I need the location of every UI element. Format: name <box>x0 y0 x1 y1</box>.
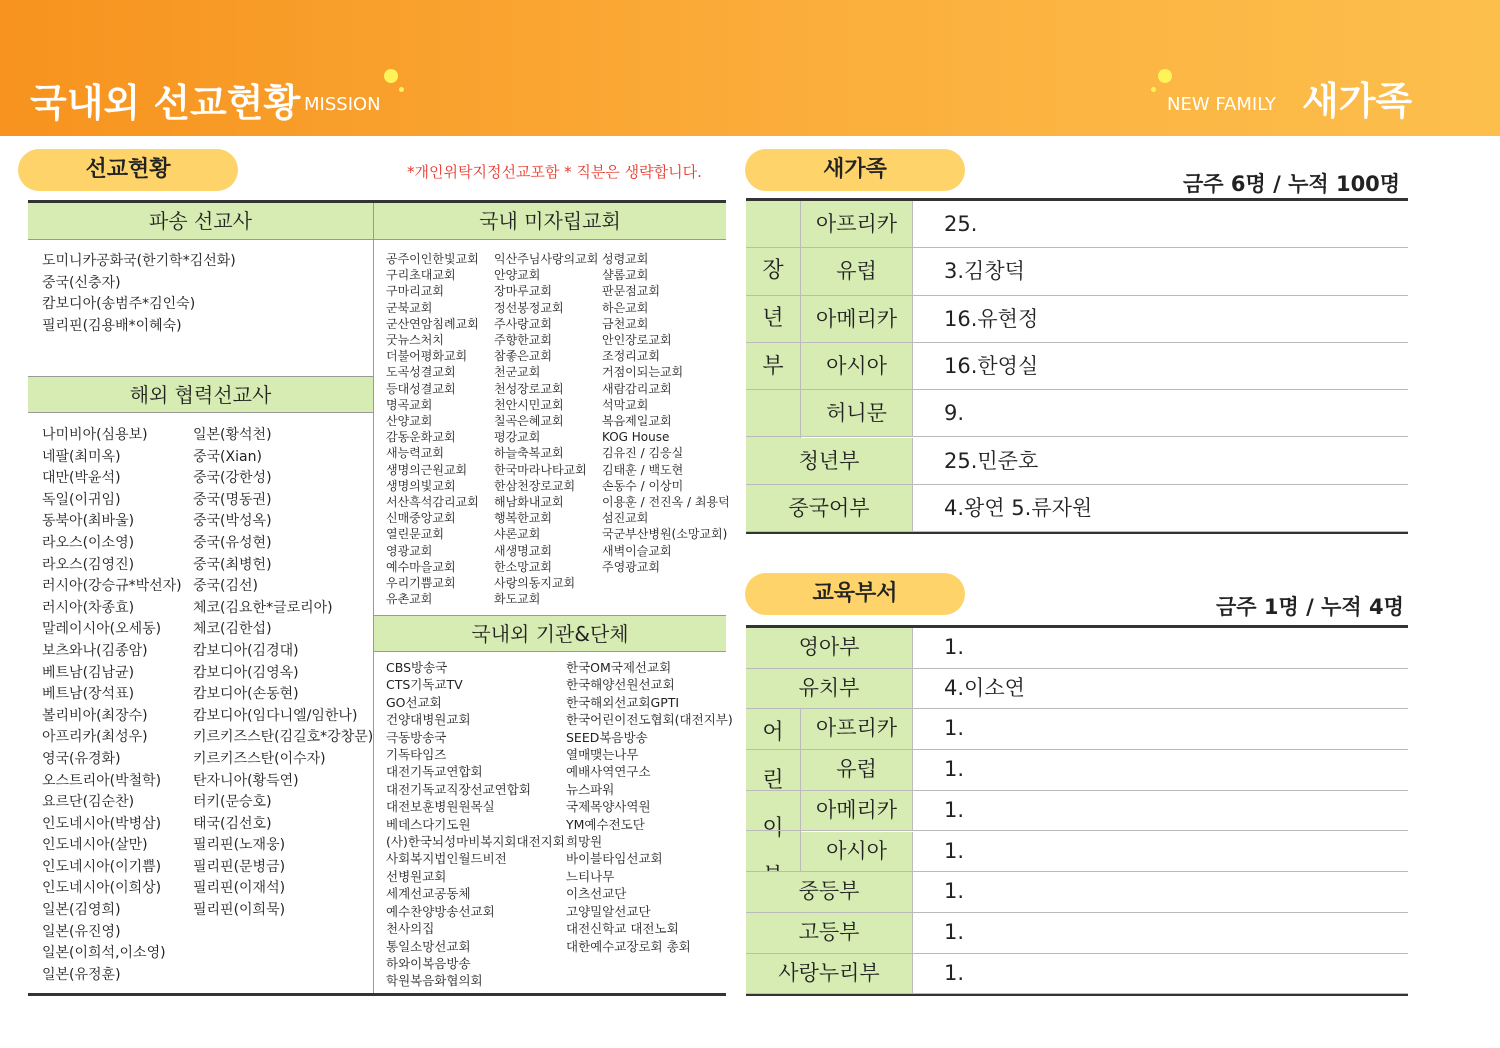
list-item: 체코(김요한*글로리아) <box>193 599 333 616</box>
list-item: 하와이복음방송 <box>386 955 471 971</box>
list-item: 통일소망선교회 <box>386 938 471 954</box>
table-row <box>746 438 1408 485</box>
list-item: 손동수 / 이상미 <box>602 478 684 493</box>
list-item: 군북교회 <box>386 300 433 315</box>
list-item: 천성장로교회 <box>494 381 564 396</box>
row-value: 1. <box>944 960 965 985</box>
table-row <box>746 201 1408 248</box>
list-item: 거점이되는교회 <box>602 365 684 380</box>
list-item: YM예수전도단 <box>566 816 645 832</box>
list-item: 중국(최병헌) <box>193 556 272 573</box>
list-item: 열매맺는나무 <box>566 747 639 763</box>
overseas-list-2 <box>193 425 373 922</box>
mission-pill: 선교현황 <box>18 149 238 191</box>
row-value: 1. <box>944 716 965 741</box>
list-item: 필리핀(김용배*이혜숙) <box>42 317 182 334</box>
table-row <box>746 628 1408 669</box>
list-item: 참좋은교회 <box>494 349 552 364</box>
newfamily-title: 새가족 <box>1302 79 1413 123</box>
list-item: CTS기독교TV <box>386 677 463 693</box>
table-row <box>746 872 1408 913</box>
row-label: 고등부 <box>746 913 913 953</box>
list-item: (사)한국뇌성마비복지회대전지회 <box>386 834 565 850</box>
list-item: 네팔(최미옥) <box>42 448 121 465</box>
dot-icon <box>399 87 404 92</box>
row-label: 사랑누리부 <box>746 954 913 994</box>
education-total: 금주 1명 / 누적 4명 <box>1216 595 1404 619</box>
list-item: 주영광교회 <box>602 559 660 574</box>
list-item: 라오스(이소영) <box>42 534 135 551</box>
list-item: 천군교회 <box>494 365 541 380</box>
list-item: 대전기독교직장선교연합회 <box>386 781 531 797</box>
mission-note: *개인위탁지정선교포함 * 직분은 생략합니다. <box>407 163 702 181</box>
row-value: 16.유현정 <box>944 306 1039 331</box>
newfamily-table <box>746 198 1408 534</box>
list-item: 베트남(김남균) <box>42 664 135 681</box>
list-item: 이용훈 / 전진옥 / 최용덕 <box>602 495 730 510</box>
table-row <box>746 390 1408 437</box>
list-item: 샤론교회 <box>494 527 541 542</box>
table-row <box>746 669 1408 710</box>
overseas-list-1 <box>42 425 182 986</box>
list-item: 독일(이귀임) <box>42 491 121 508</box>
list-item: 중국(강한성) <box>193 470 272 487</box>
list-item: 나미비아(심용보) <box>42 427 148 443</box>
domestic-list-3 <box>602 251 730 575</box>
table-row <box>746 248 1408 295</box>
row-label: 영아부 <box>746 628 913 668</box>
list-item: 베데스다기도원 <box>386 816 471 832</box>
list-item: 조정리교회 <box>602 349 660 364</box>
list-item: 새벽이슬교회 <box>602 543 672 558</box>
list-item: CBS방송국 <box>386 660 448 675</box>
list-item: 안양교회 <box>494 268 541 283</box>
list-item: 감동운화교회 <box>386 430 456 445</box>
overseas-header: 해외 협력선교사 <box>28 376 373 413</box>
row-value: 3.김창덕 <box>944 259 1025 284</box>
list-item: 일본(유정훈) <box>42 966 121 983</box>
row-value: 16.한영실 <box>944 353 1039 378</box>
list-item: 하은교회 <box>602 300 649 315</box>
list-item: 필리핀(이재석) <box>193 880 286 897</box>
table-row <box>746 954 1408 995</box>
education-pill: 교육부서 <box>745 573 965 615</box>
row-label: 중국어부 <box>746 485 913 531</box>
list-item: 산양교회 <box>386 414 433 429</box>
row-value: 1. <box>944 797 965 822</box>
list-item: 화도교회 <box>494 592 541 607</box>
list-item: 고양밀알선교단 <box>566 903 651 919</box>
row-label: 아시아 <box>801 343 913 389</box>
list-item: 칠곡은혜교회 <box>494 414 564 429</box>
list-item: 예수찬양방송선교회 <box>386 903 495 919</box>
list-item: 극동방송국 <box>386 729 447 745</box>
list-item: 우리기쁨교회 <box>386 576 456 591</box>
page-header <box>0 0 1500 136</box>
row-value: 1. <box>944 838 965 863</box>
education-table <box>746 625 1408 996</box>
list-item: 천안시민교회 <box>494 397 564 412</box>
row-label: 아프리카 <box>801 709 913 749</box>
list-item: 성령교회 <box>602 252 649 266</box>
list-item: 키르키즈스탄(김길호*강창문) <box>193 729 374 746</box>
list-item: 일본(김영희) <box>42 902 121 919</box>
list-item: 새능력교회 <box>386 446 444 461</box>
list-item: 필리핀(노재웅) <box>193 837 286 854</box>
newfamily-total: 금주 6명 / 누적 100명 <box>1183 172 1401 196</box>
list-item: 중국(신충자) <box>42 274 121 291</box>
row-value: 1. <box>944 635 965 659</box>
list-item: 중국(Xian) <box>193 448 262 465</box>
list-item: 정선봉정교회 <box>494 300 564 315</box>
list-item: 바이블타임선교회 <box>566 851 663 867</box>
list-item: 하늘축복교회 <box>494 446 564 461</box>
group-label: 어 린 이 <box>746 709 801 872</box>
list-item: 예배사역연구소 <box>566 764 651 780</box>
list-item: 대한예수교장로회 총회 <box>566 938 691 954</box>
list-item: 영광교회 <box>386 543 433 558</box>
list-item: 행복한교회 <box>494 511 552 526</box>
row-label: 허니문 <box>801 390 913 436</box>
list-item: 석막교회 <box>602 397 649 412</box>
list-item: 등대성결교회 <box>386 381 456 396</box>
list-item: 한국해양선원선교회 <box>566 677 675 693</box>
list-item: 안인장로교회 <box>602 333 672 348</box>
list-item: 볼리비아(최장수) <box>42 707 148 724</box>
list-item: 김유진 / 김응실 <box>602 446 684 461</box>
list-item: 느티나무 <box>566 868 615 884</box>
list-item: 캄보디아(김영옥) <box>193 664 299 681</box>
list-item: 국제목양사역원 <box>566 799 651 815</box>
group-label: 장 년 부 <box>746 201 801 438</box>
list-item: 중국(박성옥) <box>193 513 272 530</box>
list-item: 주향한교회 <box>494 333 552 348</box>
list-item: KOG House <box>602 430 670 445</box>
list-item: 명곡교회 <box>386 397 433 412</box>
row-value: 25.민준호 <box>944 448 1039 473</box>
list-item: 일본(이희석,이소영) <box>42 945 166 962</box>
domestic-list-2 <box>494 251 598 607</box>
list-item: 인도네시아(이희상) <box>42 880 162 897</box>
list-item: 터키(문승호) <box>193 794 272 811</box>
row-value: 25. <box>944 212 978 236</box>
list-item: 인도네시아(이기쁨) <box>42 858 162 875</box>
list-item: 평강교회 <box>494 430 541 445</box>
list-item: 말레이시아(오세동) <box>42 621 162 638</box>
newfamily-subtitle: NEW FAMILY <box>1167 94 1276 115</box>
list-item: 생명의근원교회 <box>386 462 468 477</box>
row-label: 아프리카 <box>801 201 913 247</box>
list-item: 구마리교회 <box>386 284 444 299</box>
list-item: 대전기독교연합회 <box>386 764 483 780</box>
list-item: 필리핀(이희묵) <box>193 902 286 919</box>
dot-icon <box>1151 87 1156 92</box>
mission-table <box>28 200 733 996</box>
list-item: 오스트리아(박철학) <box>42 772 162 789</box>
list-item: 한국마라나타교회 <box>494 462 587 477</box>
list-item: 탄자니아(황득연) <box>193 772 299 789</box>
list-item: 선병원교회 <box>386 868 447 884</box>
list-item: 러시아(강승규*박선자) <box>42 578 182 595</box>
list-item: 더불어평화교회 <box>386 349 468 364</box>
list-item: 공주이인한빛교회 <box>386 252 479 266</box>
list-item: 캄보디아(김경대) <box>193 642 299 659</box>
row-label: 아시아 <box>801 832 913 872</box>
list-item: 열린문교회 <box>386 527 444 542</box>
list-item: 김태훈 / 백도현 <box>602 462 684 477</box>
table-row <box>746 296 1408 343</box>
list-item: 한삼천장로교회 <box>494 478 576 493</box>
domestic-list-1 <box>386 251 479 607</box>
list-item: 체코(김한섭) <box>193 621 272 638</box>
list-item: 천사의집 <box>386 921 435 937</box>
list-item: 금천교회 <box>602 316 649 331</box>
list-item: 구리초대교회 <box>386 268 456 283</box>
list-item: 해남화내교회 <box>494 495 564 510</box>
row-value: 1. <box>944 879 965 904</box>
list-item: 학원복음화협의회 <box>386 973 483 989</box>
row-value: 9. <box>944 401 965 426</box>
list-item: 국군부산병원(소망교회) <box>602 527 728 542</box>
list-item: 한국어린이전도협회(대전지부) <box>566 712 733 728</box>
list-item: 보츠와나(김종암) <box>42 642 148 659</box>
list-item: 캄보디아(송범주*김인숙) <box>42 296 196 313</box>
institutions-list-1 <box>386 659 565 990</box>
row-value: 1. <box>944 919 965 944</box>
list-item: 인도네시아(박병삼) <box>42 815 162 832</box>
list-item: 새생명교회 <box>494 543 552 558</box>
list-item: 세계선교공동체 <box>386 886 471 902</box>
list-item: 한국해외선교회GPTI <box>566 694 680 710</box>
row-label: 아메리카 <box>801 296 913 342</box>
list-item: 생명의빛교회 <box>386 478 456 493</box>
list-item: 이츠선교단 <box>566 886 627 902</box>
list-item: 도미니카공화국(한기학*김선화) <box>42 253 236 269</box>
row-value: 4.이소연 <box>944 675 1025 700</box>
list-item: SEED복음방송 <box>566 729 648 745</box>
list-item: 신매중앙교회 <box>386 511 456 526</box>
institutions-list-2 <box>566 659 733 955</box>
list-item: 대전신학교 대전노회 <box>566 921 679 937</box>
list-item: 굿뉴스처치 <box>386 333 444 348</box>
list-item: 한국OM국제선교회 <box>566 660 672 675</box>
table-row <box>746 343 1408 390</box>
list-item: 일본(유진영) <box>42 923 121 940</box>
list-item: 필리핀(문병금) <box>193 858 286 875</box>
table-row <box>746 709 1408 750</box>
list-item: 사랑의동지교회 <box>494 576 576 591</box>
list-item: 중국(유성현) <box>193 534 272 551</box>
table-row <box>746 485 1408 532</box>
list-item: 대전보훈병원원목실 <box>386 799 495 815</box>
table-row <box>746 791 1408 832</box>
list-item: 건양대병원교회 <box>386 712 471 728</box>
list-item: 사회복지법인월드비전 <box>386 851 507 867</box>
list-item: 대만(박윤석) <box>42 470 121 487</box>
table-row <box>746 832 1408 873</box>
list-item: 도곡성결교회 <box>386 365 456 380</box>
list-item: 인도네시아(살만) <box>42 837 148 854</box>
list-item: 태국(김선호) <box>193 815 272 832</box>
table-row <box>746 913 1408 954</box>
list-item: 새람감리교회 <box>602 381 672 396</box>
list-item: 섬진교회 <box>602 511 649 526</box>
list-item: 캄보디아(손동현) <box>193 686 299 703</box>
list-item: 유촌교회 <box>386 592 433 607</box>
list-item: 베트남(장석표) <box>42 686 135 703</box>
list-item: 희망원 <box>566 834 603 850</box>
row-label: 아메리카 <box>801 791 913 831</box>
list-item: 러시아(차종효) <box>42 599 135 616</box>
row-value: 1. <box>944 757 965 782</box>
list-item: 서산흑석감리교회 <box>386 495 479 510</box>
list-item: 익산주님사랑의교회 <box>494 252 599 266</box>
domestic-header: 국내 미자립교회 <box>374 203 726 240</box>
table-row <box>746 750 1408 791</box>
list-item: 영국(유경화) <box>42 750 121 767</box>
dispatch-list <box>42 251 236 337</box>
dispatch-header: 파송 선교사 <box>28 203 373 240</box>
list-item: 라오스(김영진) <box>42 556 135 573</box>
list-item: 캄보디아(임다니엘/임한나) <box>193 707 358 724</box>
list-item: 중국(명동권) <box>193 491 272 508</box>
list-item: 샬롬교회 <box>602 268 649 283</box>
list-item: 한소망교회 <box>494 559 552 574</box>
row-label: 유치부 <box>746 669 913 709</box>
list-item: 주사랑교회 <box>494 316 552 331</box>
newfamily-pill: 새가족 <box>745 149 965 191</box>
list-item: 키르키즈스탄(이수자) <box>193 750 326 767</box>
list-item: 판문점교회 <box>602 284 660 299</box>
mission-subtitle: MISSION <box>304 94 381 115</box>
row-label: 청년부 <box>746 438 913 484</box>
mission-title: 국내외 선교현황 <box>30 81 301 125</box>
list-item: 중국(김선) <box>193 578 259 595</box>
row-label: 유럽 <box>801 248 913 294</box>
list-item: 복음제일교회 <box>602 414 672 429</box>
list-item: 기독타임즈 <box>386 747 447 763</box>
list-item: 일본(황석천) <box>193 427 272 443</box>
dot-icon <box>1158 69 1172 83</box>
institutions-header: 국내외 기관&단체 <box>374 615 726 652</box>
dot-icon <box>384 69 398 83</box>
row-label: 유럽 <box>801 750 913 790</box>
row-label: 중등부 <box>746 872 913 912</box>
list-item: 뉴스파워 <box>566 781 615 797</box>
list-item: 요르단(김순찬) <box>42 794 135 811</box>
list-item: 동북아(최바울) <box>42 513 135 530</box>
list-item: 장마루교회 <box>494 284 552 299</box>
list-item: GO선교회 <box>386 694 442 710</box>
row-value: 4.왕연 5.류자원 <box>944 495 1093 520</box>
list-item: 아프리카(최성우) <box>42 729 148 746</box>
list-item: 군산연암침례교회 <box>386 316 479 331</box>
list-item: 예수마을교회 <box>386 559 456 574</box>
